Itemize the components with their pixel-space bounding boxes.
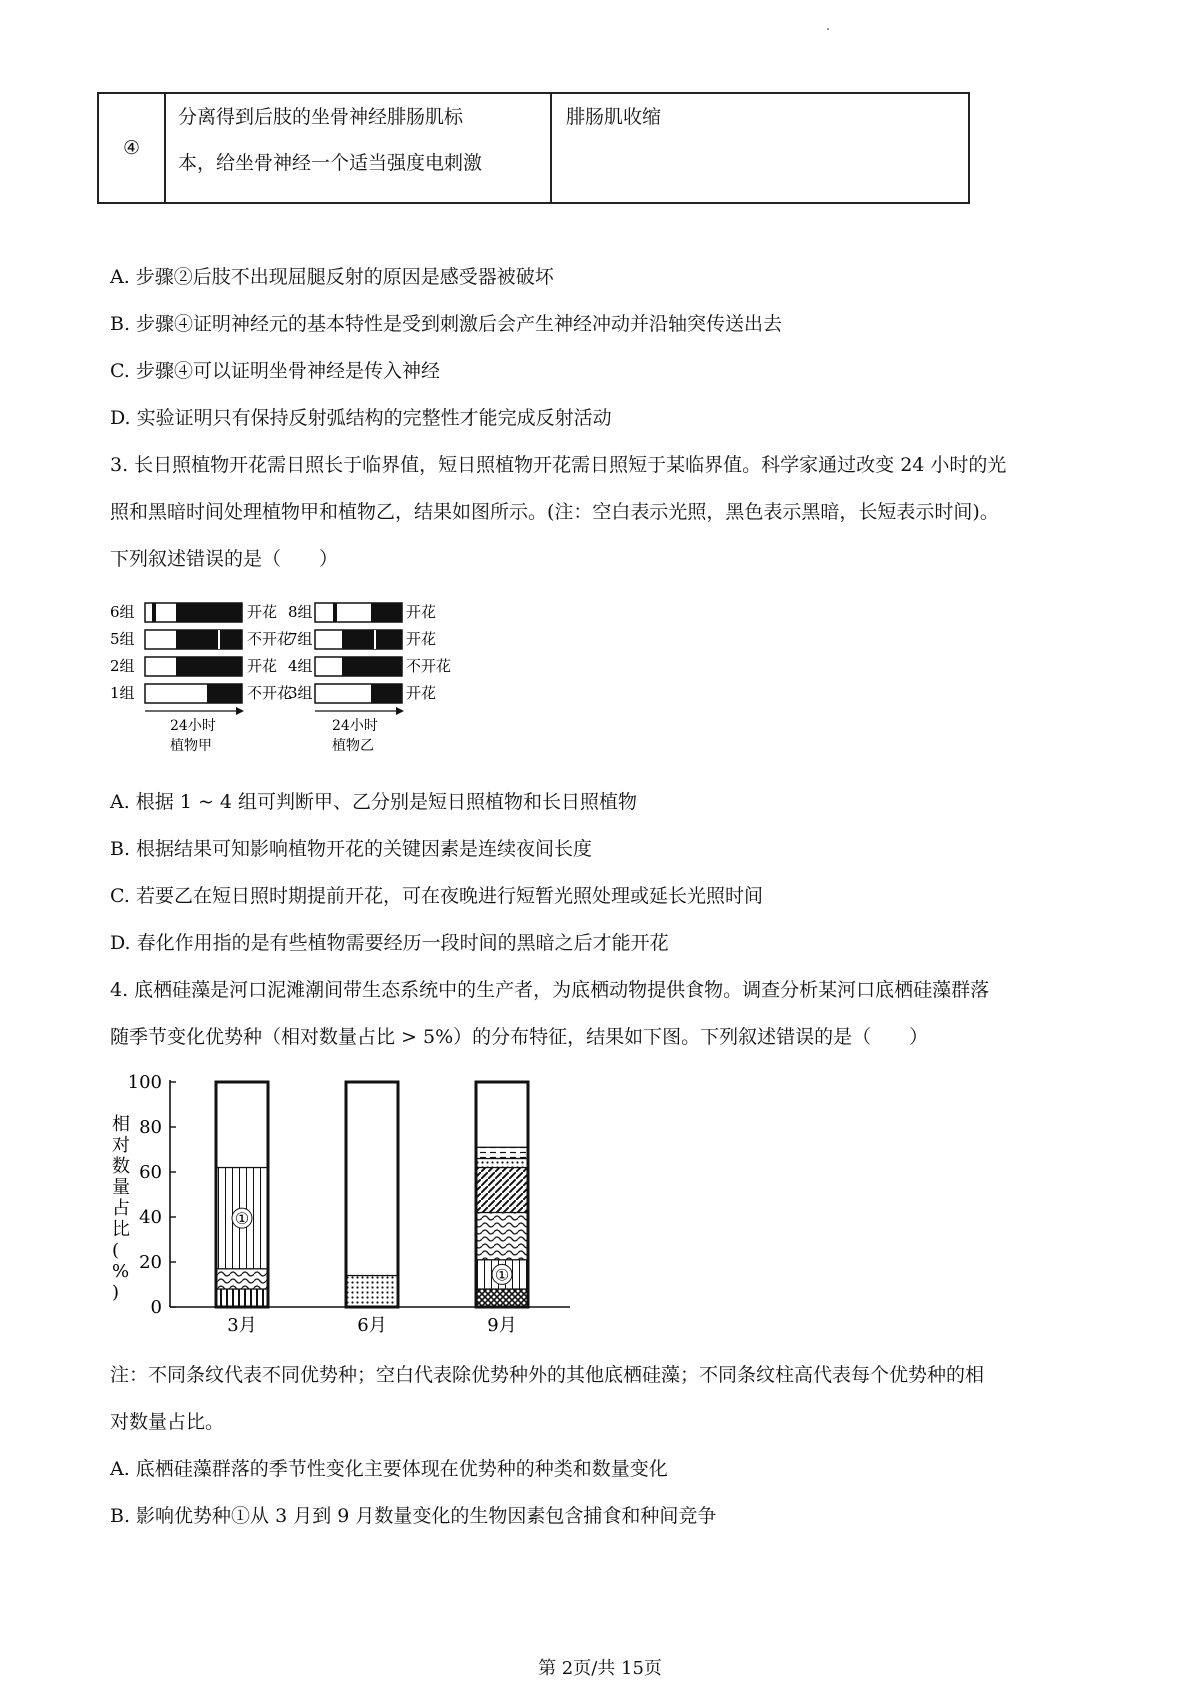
y-axis-title-char: 相 bbox=[112, 1114, 130, 1135]
table-row bbox=[98, 93, 969, 203]
q3-stem-line-1: 3. 长日照植物开花需日照长于临界值，短日照植物开花需日照短于某临界值。科学家通过改变 24 小时的光 bbox=[110, 454, 1007, 476]
y-axis-title-char: 比 bbox=[112, 1219, 130, 1240]
segment-label: ① bbox=[494, 1265, 510, 1285]
q2-option-d: D. 实验证明只有保持反射弧结构的完整性才能完成反射活动 bbox=[110, 407, 612, 429]
light-flash bbox=[374, 630, 376, 649]
row-label: 8组 bbox=[288, 603, 313, 621]
y-axis-title-char: 量 bbox=[112, 1177, 130, 1198]
y-axis-title-char: ( bbox=[112, 1240, 120, 1261]
arrow-head bbox=[236, 707, 244, 715]
dark-segment bbox=[176, 657, 242, 676]
row-label: 4组 bbox=[288, 657, 313, 675]
x-tick-label: 6月 bbox=[357, 1315, 387, 1336]
dark-segment bbox=[176, 630, 242, 649]
result-label: 开花 bbox=[247, 603, 278, 621]
result-label: 不开花 bbox=[247, 630, 293, 648]
bar-segment bbox=[476, 1213, 528, 1260]
chart-plot-area bbox=[112, 1072, 570, 1336]
y-tick-label: 60 bbox=[139, 1162, 162, 1183]
q4-stem-line-1: 4. 底栖硅藻是河口泥滩潮间带生态系统中的生产者，为底栖动物提供食物。调查分析某河口底栖硅藻群落 bbox=[110, 979, 990, 1001]
axis-label: 24小时 bbox=[170, 718, 216, 734]
step-cell: ④ bbox=[98, 93, 165, 203]
row-label: 7组 bbox=[288, 630, 313, 648]
bar-segment bbox=[476, 1159, 528, 1168]
x-tick-label: 3月 bbox=[227, 1315, 257, 1336]
bar-segment bbox=[476, 1168, 528, 1213]
axis-label: 24小时 bbox=[332, 718, 378, 734]
dark-segment bbox=[342, 657, 402, 676]
y-axis-title-char: 数 bbox=[112, 1156, 130, 1177]
bar-segment bbox=[346, 1276, 398, 1308]
y-axis-title-char: ) bbox=[112, 1282, 120, 1303]
result-label: 开花 bbox=[247, 657, 278, 675]
dark-segment bbox=[342, 630, 402, 649]
row-label: 5组 bbox=[110, 630, 135, 648]
q4-option-b: B. 影响优势种①从 3 月到 9 月数量变化的生物因素包含捕食和种间竞争 bbox=[110, 1505, 717, 1527]
row-label: 3组 bbox=[288, 684, 313, 702]
bar-segment bbox=[346, 1082, 398, 1276]
row-label: 1组 bbox=[110, 684, 135, 702]
bar-segment bbox=[476, 1289, 528, 1307]
y-axis-title-char: % bbox=[112, 1261, 130, 1282]
light-flash bbox=[218, 630, 220, 649]
y-tick-label: 40 bbox=[139, 1207, 162, 1228]
result-label: 开花 bbox=[406, 684, 437, 702]
dark-segment bbox=[176, 603, 242, 622]
plant-b-panel bbox=[288, 603, 451, 754]
bar-segment bbox=[476, 1147, 528, 1158]
y-tick-label: 0 bbox=[150, 1297, 162, 1318]
segment-label: ① bbox=[234, 1209, 250, 1229]
operation-cell bbox=[165, 93, 551, 203]
q3-option-c: C. 若要乙在短日照时期提前开花，可在夜晚进行短暂光照处理或延长光照时间 bbox=[110, 885, 763, 907]
plant-label: 植物甲 bbox=[170, 738, 212, 754]
result-label: 不开花 bbox=[247, 684, 293, 702]
bar-segment bbox=[216, 1082, 268, 1168]
y-tick-label: 80 bbox=[139, 1117, 162, 1138]
q3-stem-line-2: 照和黑暗时间处理植物甲和植物乙，结果如图所示。(注：空白表示光照，黑色表示黑暗，长短表示时间)。 bbox=[110, 501, 999, 523]
x-tick-label: 9月 bbox=[487, 1315, 517, 1336]
page-footer: 第 2页/共 15页 bbox=[538, 1658, 662, 1679]
q3-option-b: B. 根据结果可知影响植物开花的关键因素是连续夜间长度 bbox=[110, 838, 593, 860]
y-axis-title-char: 占 bbox=[112, 1198, 130, 1219]
dark-segment bbox=[371, 603, 402, 622]
q2-option-b: B. 步骤④证明神经元的基本特性是受到刺激后会产生神经冲动并沿轴突传送出去 bbox=[110, 313, 783, 335]
bar-segment bbox=[476, 1082, 528, 1147]
plant-a-panel bbox=[110, 603, 292, 754]
q3-stem-line-3: 下列叙述错误的是（ ） bbox=[110, 548, 339, 570]
photoperiod-figure bbox=[110, 598, 510, 758]
y-axis-title-char: 对 bbox=[112, 1135, 130, 1156]
experiment-table bbox=[97, 92, 970, 204]
q4-option-a: A. 底栖硅藻群落的季节性变化主要体现在优势种的种类和数量变化 bbox=[110, 1458, 668, 1480]
y-tick-label: 20 bbox=[139, 1252, 162, 1273]
dark-segment bbox=[152, 603, 156, 622]
dark-segment bbox=[371, 684, 402, 703]
result-label: 开花 bbox=[406, 630, 437, 648]
dark-segment bbox=[207, 684, 242, 703]
q4-note-line-1: 注：不同条纹代表不同优势种；空白代表除优势种外的其他底栖硅藻；不同条纹柱高代表每个优势种的相 bbox=[110, 1364, 985, 1386]
arrow-head bbox=[396, 707, 404, 715]
operation-line-1: 分离得到后肢的坐骨神经腓肠肌标 bbox=[178, 106, 464, 128]
q4-stem-line-2: 随季节变化优势种（相对数量占比 > 5%）的分布特征，结果如下图。下列叙述错误的是（ ） bbox=[110, 1026, 929, 1048]
q3-option-d: D. 春化作用指的是有些植物需要经历一段时间的黑暗之后才能开花 bbox=[110, 932, 669, 954]
result-label: 不开花 bbox=[406, 657, 452, 675]
stray-dot bbox=[827, 28, 829, 30]
y-tick-label: 100 bbox=[127, 1072, 162, 1093]
q2-option-a: A. 步骤②后肢不出现屈腿反射的原因是感受器被破坏 bbox=[110, 266, 554, 288]
operation-line-2: 本，给坐骨神经一个适当强度电刺激 bbox=[178, 152, 483, 174]
row-label: 6组 bbox=[110, 603, 135, 621]
bar-segment bbox=[216, 1269, 268, 1289]
q2-option-c: C. 步骤④可以证明坐骨神经是传入神经 bbox=[110, 360, 440, 382]
q4-note-line-2: 对数量占比。 bbox=[110, 1411, 225, 1433]
dark-segment bbox=[333, 603, 337, 622]
result-label: 开花 bbox=[406, 603, 437, 621]
plant-label: 植物乙 bbox=[332, 738, 374, 754]
diatom-stacked-bar-chart bbox=[110, 1060, 580, 1350]
result-cell: 腓肠肌收缩 bbox=[551, 93, 969, 203]
bar-segment bbox=[216, 1289, 268, 1307]
q3-option-a: A. 根据 1 ~ 4 组可判断甲、乙分别是短日照植物和长日照植物 bbox=[110, 791, 638, 813]
row-label: 2组 bbox=[110, 657, 135, 675]
